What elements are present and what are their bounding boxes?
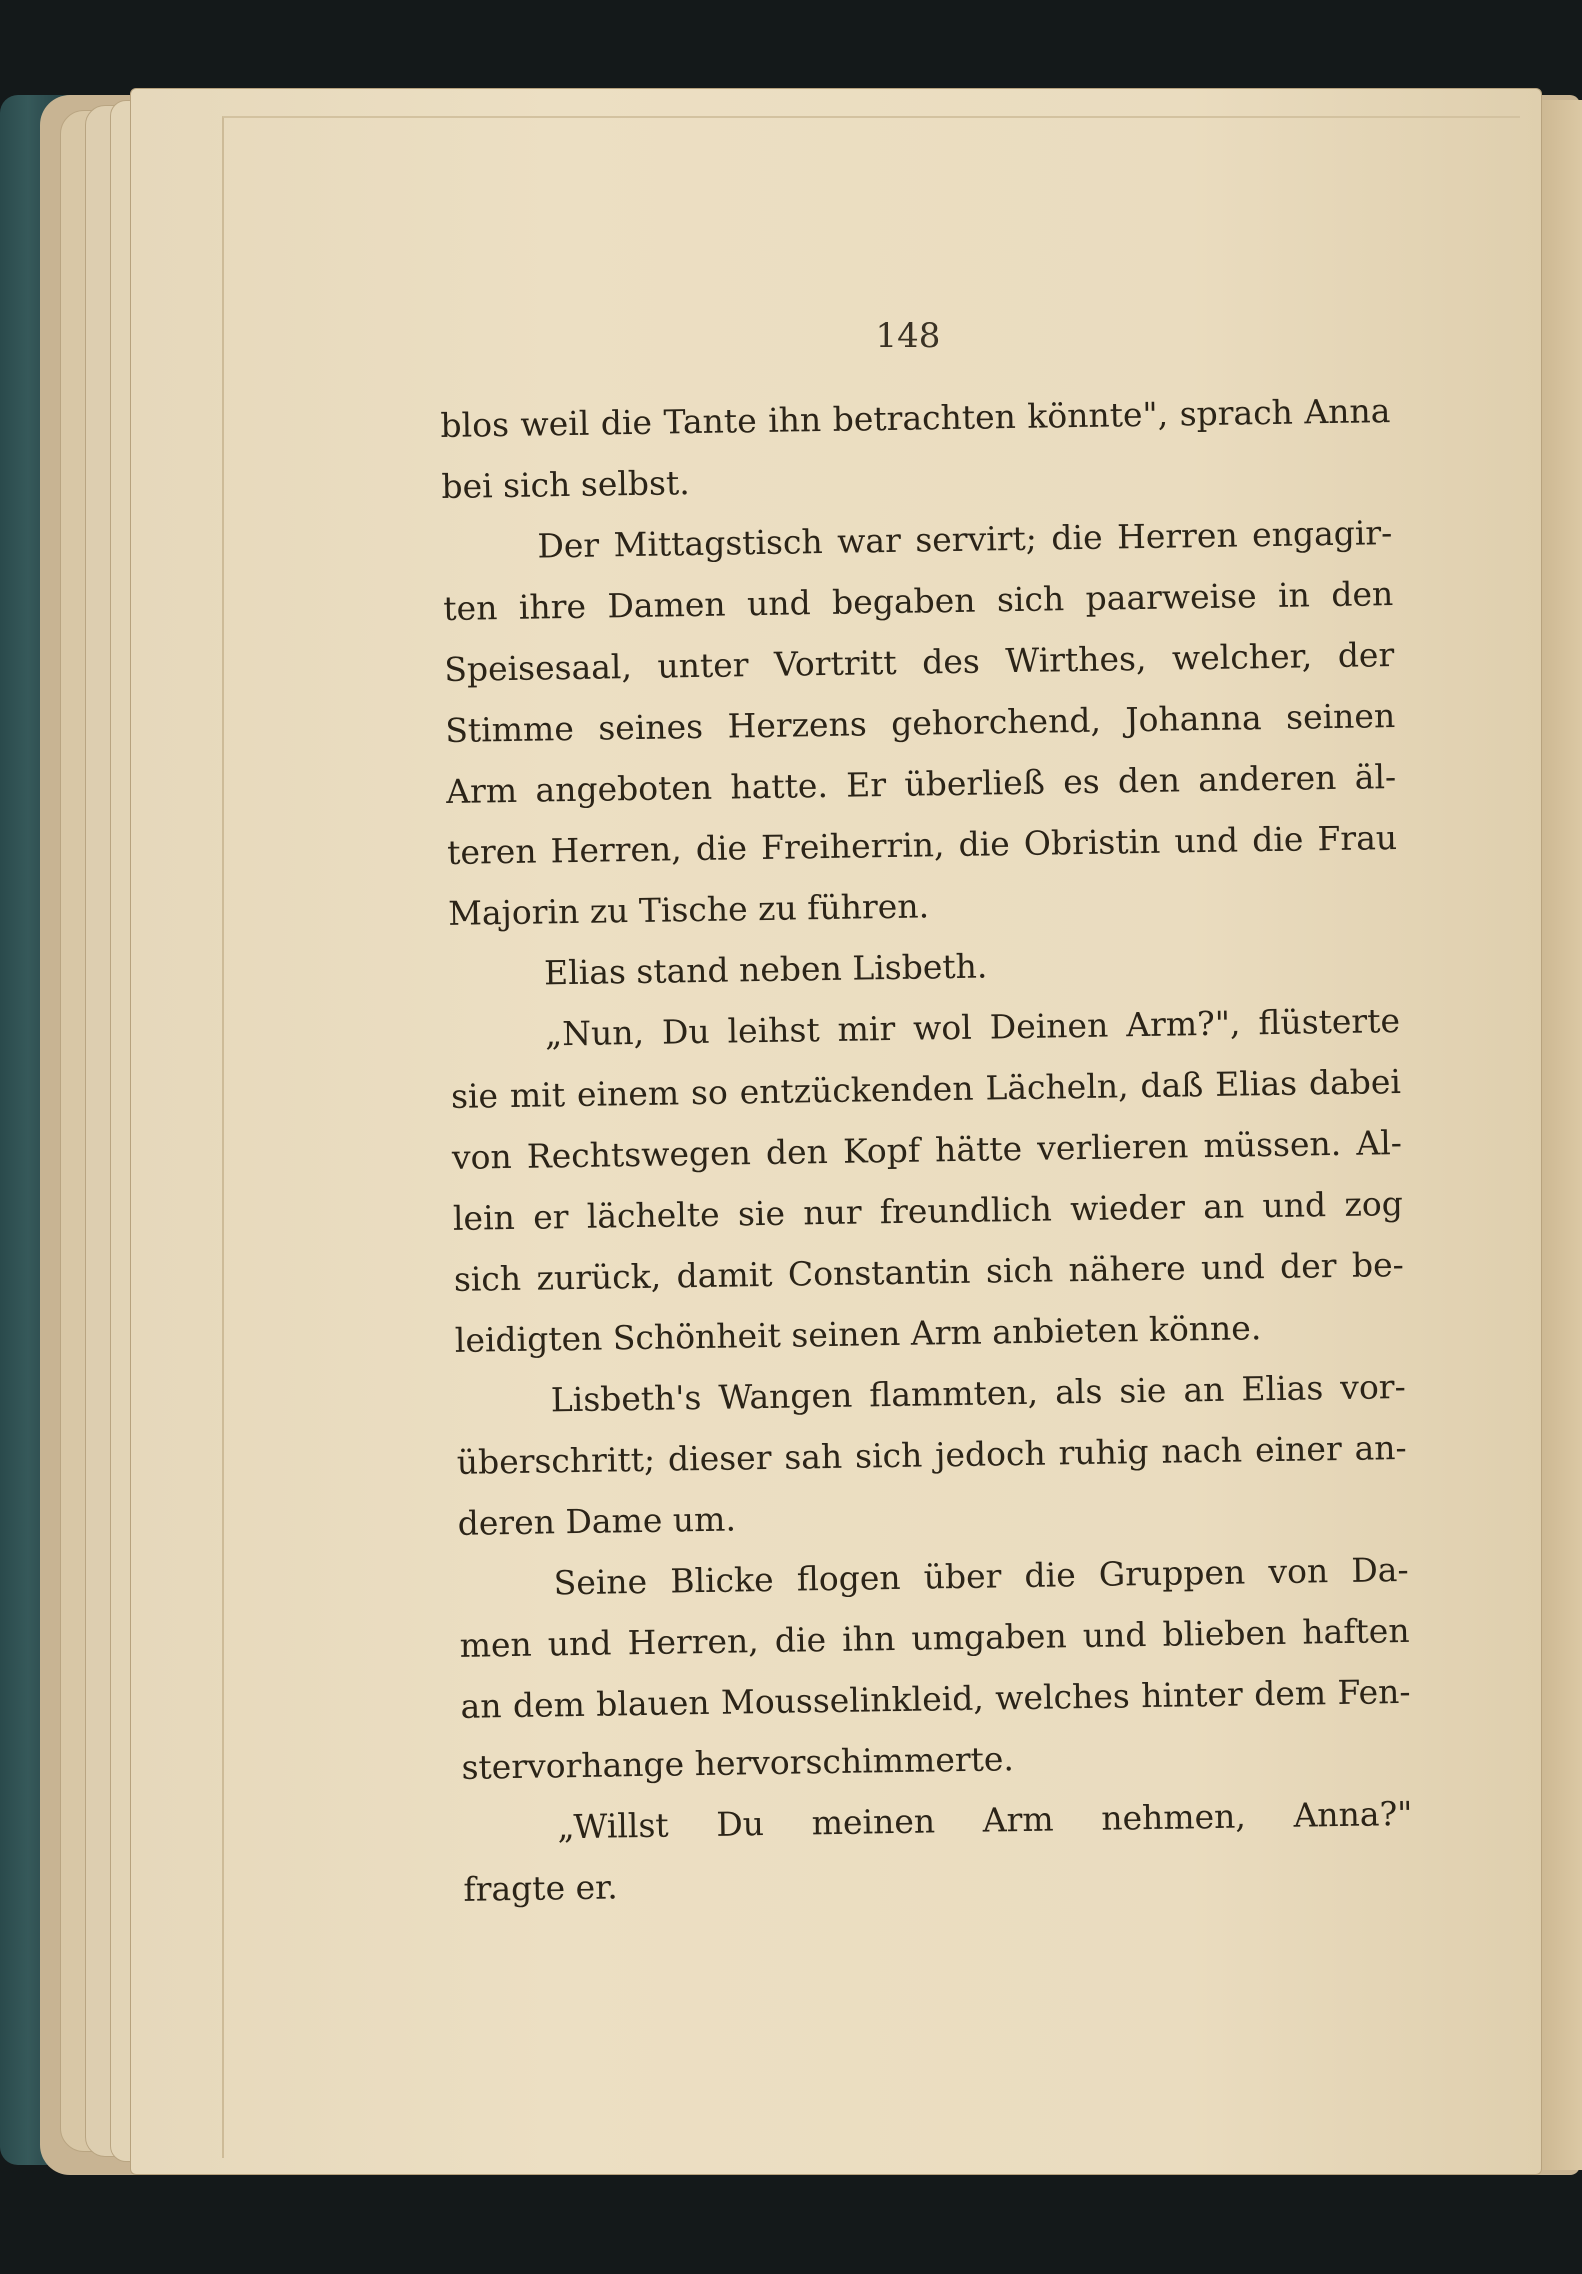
text-line: Speisesaal, unter Vortritt des Wirthes, welcher, der — [444, 635, 1395, 689]
text-line: „Nun, Du leihst mir wol Deinen Arm?", flüsterte — [544, 1001, 1401, 1054]
page-number: 148 — [875, 316, 941, 356]
text-line: Stimme seines Herzens gehorchend, Johanna seinen — [444, 696, 1396, 750]
text-line: men und Herren, die ihn umgaben und blieben haften — [459, 1610, 1410, 1665]
text-line: Der Mittagstisch war servirt; die Herren engagir- — [537, 513, 1393, 566]
text-line: Elias stand neben Lisbeth. — [543, 946, 988, 993]
text-line: an dem blauen Mousselinkleid, welches hinter dem Fen- — [460, 1671, 1411, 1726]
text-line: ten ihre Damen und begaben sich paarweise in den — [443, 574, 1394, 628]
text-line: Seine Blicke flogen über die Gruppen von Da- — [553, 1549, 1409, 1603]
text-line: fragte er. — [463, 1867, 619, 1909]
text-line: bei sich selbst. — [441, 463, 690, 506]
text-line: leidigten Schönheit seinen Arm anbieten könne. — [454, 1308, 1262, 1360]
text-line: blos weil die Tante ihn betrachten könnte", sprach Anna — [440, 391, 1391, 445]
text-line: sich zurück, damit Constantin sich nähere und der be- — [453, 1244, 1405, 1299]
body-text — [440, 380, 1414, 1920]
text-line: sie mit einem so entzückenden Lächeln, daß Elias dabei — [450, 1061, 1402, 1116]
text-line: teren Herren, die Freiherrin, die Obristin und die Frau — [446, 818, 1398, 872]
text-line: Lisbeth's Wangen flammten, als sie an Elias vor- — [550, 1366, 1406, 1420]
text-line: Arm angeboten hatte. Er überließ es den anderen äl- — [445, 757, 1397, 811]
text-line: von Rechtswegen den Kopf hätte verlieren müssen. Al- — [451, 1122, 1403, 1177]
text-line: „Willst Du meinen Arm nehmen, Anna?" — [557, 1793, 1413, 1847]
text-line: deren Dame um. — [457, 1499, 737, 1543]
text-line: stervorhange hervorschimmerte. — [461, 1739, 1015, 1787]
text-line: lein er lächelte sie nur freundlich wieder an und zog — [452, 1183, 1404, 1238]
text-line: Majorin zu Tische zu führen. — [447, 886, 930, 933]
text-line: überschritt; dieser sah sich jedoch ruhig nach einer an- — [456, 1427, 1407, 1482]
